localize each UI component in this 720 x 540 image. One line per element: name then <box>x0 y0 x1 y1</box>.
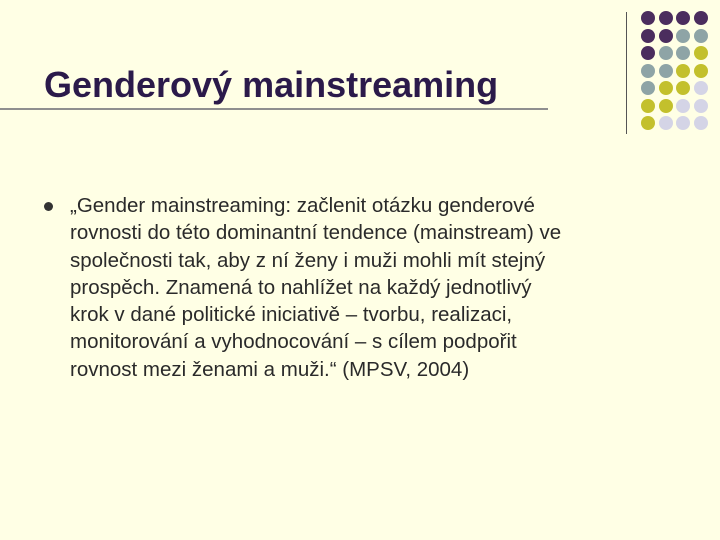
bullet-line: společnosti tak, aby z ní ženy i muži mohli mít stejný <box>70 248 546 272</box>
decorative-dot <box>641 81 655 95</box>
decorative-dot <box>641 11 655 25</box>
decorative-dot <box>694 116 708 130</box>
decorative-dot <box>641 116 655 130</box>
bullet-line: monitorování a vyhodnocování – s cílem podpořit <box>70 330 517 354</box>
decorative-dot <box>676 116 690 130</box>
decorative-dot <box>659 99 673 113</box>
decorative-vertical-rule <box>626 12 627 134</box>
decorative-dot <box>641 46 655 60</box>
decorative-dot <box>641 99 655 113</box>
bullet-line: rovnosti do této dominantní tendence (mainstream) ve <box>70 221 562 245</box>
decorative-dot <box>659 11 673 25</box>
decorative-dot <box>641 64 655 78</box>
decorative-dot <box>676 99 690 113</box>
decorative-dot <box>694 64 708 78</box>
decorative-dot <box>694 46 708 60</box>
title-underline <box>0 108 548 110</box>
decorative-dot <box>641 29 655 43</box>
decorative-dot <box>694 99 708 113</box>
decorative-dot <box>676 64 690 78</box>
bullet-text <box>70 192 680 383</box>
decorative-dot <box>694 81 708 95</box>
decorative-dot <box>659 46 673 60</box>
decorative-dot <box>694 11 708 25</box>
decorative-dot <box>676 29 690 43</box>
decorative-dot <box>659 64 673 78</box>
decorative-dot <box>659 116 673 130</box>
decorative-dot <box>676 46 690 60</box>
decorative-dot <box>659 29 673 43</box>
decorative-dot <box>676 81 690 95</box>
bullet-line: prospěch. Znamená to nahlížet na každý jednotlivý <box>70 275 532 299</box>
slide-title: Genderový mainstreaming <box>44 64 499 105</box>
bullet-marker <box>44 202 53 211</box>
bullet-line: „Gender mainstreaming: začlenit otázku genderové <box>70 194 535 217</box>
bullet-line: krok v dané politické iniciativě – tvorbu, realizaci, <box>70 303 513 327</box>
decorative-dot <box>659 81 673 95</box>
decorative-dot <box>694 29 708 43</box>
bullet-line: rovnost mezi ženami a muži.“ (MPSV, 2004) <box>70 357 470 381</box>
decorative-dot <box>676 11 690 25</box>
